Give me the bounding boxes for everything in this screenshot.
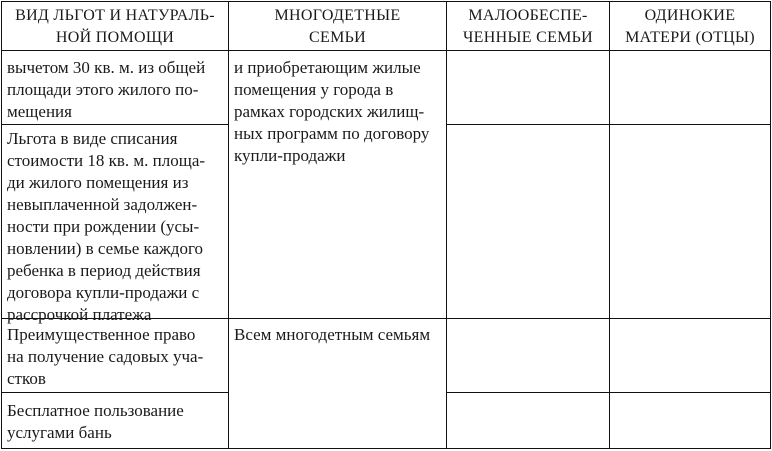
col1-col2-divider	[228, 1, 229, 449]
table-left-border	[1, 1, 2, 449]
header-benefit-type: ВИД ЛЬГОТ И НАТУРАЛЬ- НОЙ ПОМОЩИ	[15, 7, 215, 46]
row2-single-parents-cell	[610, 126, 770, 318]
header-low-income: МАЛООБЕСПЕ- ЧЕННЫЕ СЕМЬИ	[462, 7, 594, 46]
table-top-border	[1, 1, 771, 2]
header-bottom-border	[1, 50, 771, 51]
row3-single-parents-cell	[610, 320, 770, 392]
row1-low-income-cell	[447, 52, 609, 124]
row1-bottom-border-col1	[1, 124, 228, 125]
row3-benefit-cell: Преимущественное право на получение садовых уча- стков	[7, 325, 204, 388]
row1-benefit-cell: вычетом 30 кв. м. из общей площади этого жилого по- мещения	[7, 58, 206, 121]
table-right-border	[770, 1, 771, 449]
row4-low-income-cell	[447, 394, 609, 448]
table-bottom-border	[1, 448, 771, 449]
large-families-all-cell: Всем многодетным семьям	[234, 325, 431, 344]
row2-benefit-cell: Льгота в виде списания стоимости 18 кв. м. площа- ди жилого помещения из невыплаченной задолжен- ности при рождении (усы- новлении) в семье каждого ребенка в период действия договора купли-продажи с рассрочкой платежа	[7, 129, 206, 324]
row2-low-income-cell	[447, 126, 609, 318]
row4-single-parents-cell	[610, 394, 770, 448]
row3-bottom-border-col1	[1, 392, 228, 393]
row1-single-parents-cell	[610, 52, 770, 124]
row4-benefit-cell: Бесплатное пользование услугами бань	[7, 401, 184, 442]
header-large-families: МНОГОДЕТНЫЕ СЕМЬИ	[274, 7, 401, 46]
large-families-housing-cell: и приобретающим жилые помещения у города в рамках городских жилищ- ных программ по договору купли-продажи	[234, 58, 430, 165]
header-single-parents: ОДИНОКИЕ МАТЕРИ (ОТЦЫ)	[625, 7, 755, 46]
row3-low-income-cell	[447, 320, 609, 392]
